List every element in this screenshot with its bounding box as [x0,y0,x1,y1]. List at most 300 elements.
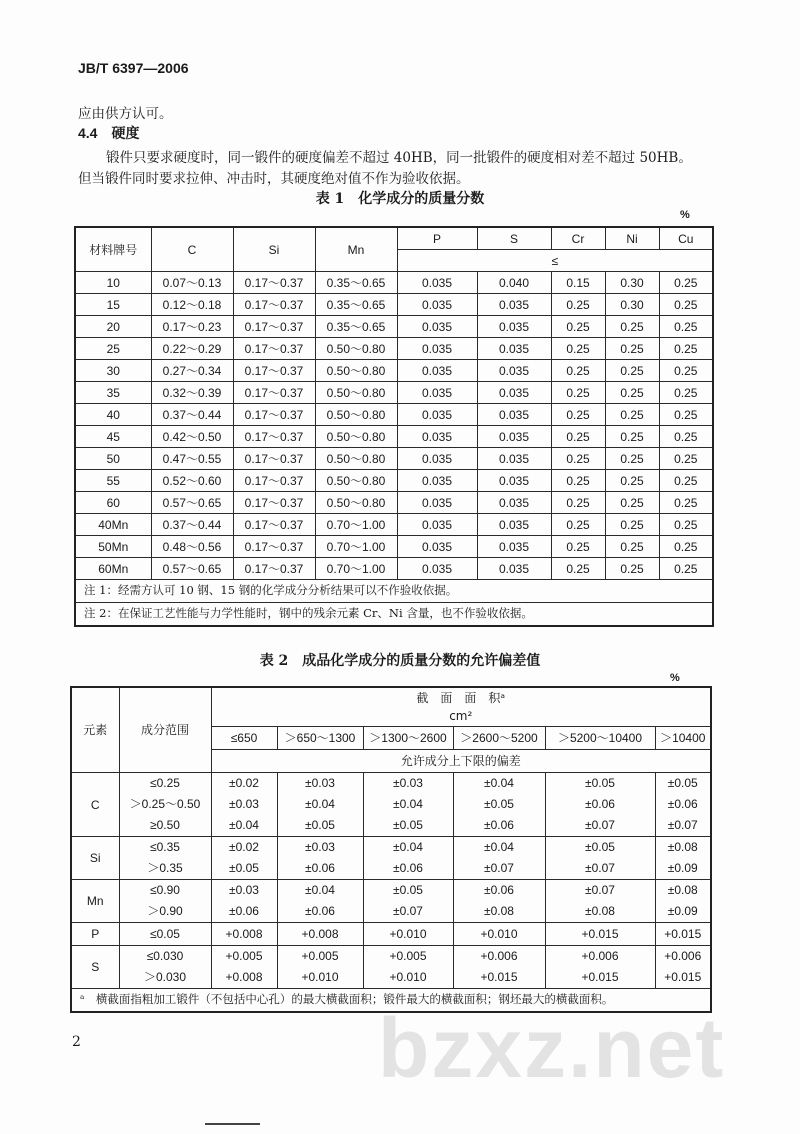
tolerance-value: ±0.05 [229,861,259,875]
tolerance-value: ±0.05 [585,776,615,790]
table-row [75,536,713,558]
table-cell: 0.25 [605,492,659,514]
table-cell: 0.52～0.60 [151,470,233,492]
range-value: ≤0.90 [150,883,180,897]
range-value: ＞0.25～0.50 [129,797,201,811]
tolerance-value: ±0.06 [484,818,514,832]
table-cell: 0.25 [551,404,605,426]
tolerance-value: +0.015 [581,970,619,984]
table-cell: 0.25 [659,448,713,470]
table-cell: 0.17～0.37 [233,536,315,558]
table-cell: 0.17～0.37 [233,558,315,580]
column-header: Si [233,227,315,272]
tolerance-value: ±0.03 [305,840,335,854]
tolerance-value: ±0.05 [484,797,514,811]
tolerance-cell [363,773,453,837]
tolerance-value: ±0.05 [393,883,423,897]
tolerance-value: +0.015 [664,926,702,941]
table-cell: 0.70～1.00 [315,514,397,536]
tolerance-value: +0.005 [225,949,263,963]
table-cell: 0.25 [551,514,605,536]
table-cell: 0.37～0.44 [151,514,233,536]
table-cell: 0.25 [551,382,605,404]
table-cell: 0.30 [605,294,659,316]
table-cell: 0.37～0.44 [151,404,233,426]
tolerance-cell [545,923,655,946]
area-range-header: ≤650 [211,727,277,750]
column-header: Ni [605,227,659,250]
section-area-header [211,687,711,727]
max-limit-label: ≤ [397,250,713,272]
table-cell: 0.25 [551,448,605,470]
range-value: ≤0.25 [150,776,180,790]
tolerance-cell [655,946,711,989]
range-value: ＞0.90 [147,904,183,918]
table-row [75,360,713,382]
table-row [71,837,711,880]
table-row [75,382,713,404]
table-cell: 0.25 [551,294,605,316]
tolerance-value: ±0.06 [305,904,335,918]
tolerance-value: +0.015 [581,926,619,941]
element-cell: Si [71,837,119,880]
column-header: Mn [315,227,397,272]
table-cell: 50 [75,448,151,470]
tolerance-cell [277,837,363,880]
tolerance-value: ±0.08 [667,840,698,854]
tolerance-cell [453,946,545,989]
table-cell: 0.17～0.37 [233,426,315,448]
chemical-composition-table [74,226,714,627]
table1-unit: % [680,209,690,221]
section-number: 4.4 [78,125,98,141]
table-row [75,448,713,470]
hardness-paragraph-line-2: 但当锻件同时要求拉伸、冲击时，其硬度绝对值不作为验收依据。 [78,171,470,187]
range-cell [119,773,211,837]
table-cell: 0.17～0.37 [233,316,315,338]
range-value: ≤0.35 [150,840,180,854]
tolerance-value: ±0.05 [667,776,698,790]
table-cell: 0.35～0.65 [315,294,397,316]
tolerance-value: ±0.07 [667,818,698,832]
table-cell: 40Mn [75,514,151,536]
tolerance-cell [453,773,545,837]
tolerance-cell [211,923,277,946]
section-title: 硬度 [111,126,140,142]
table-cell: 0.25 [551,360,605,382]
tolerance-value: ±0.04 [229,818,259,832]
column-header: S [477,227,551,250]
element-cell: Mn [71,880,119,923]
table-cell: 0.035 [477,426,551,448]
table-cell: 0.035 [477,360,551,382]
area-range-header: ＞2600～5200 [453,727,545,750]
table-cell: 0.25 [659,316,713,338]
table-cell: 0.25 [605,382,659,404]
area-range-header: ＞10400 [655,727,711,750]
tolerance-value: ±0.04 [484,776,514,790]
table-cell: 0.25 [659,338,713,360]
table-cell: 0.035 [477,536,551,558]
table-cell: 0.25 [551,426,605,448]
tolerance-cell [545,837,655,880]
table-cell: 0.50～0.80 [315,426,397,448]
table2-unit: % [670,672,680,684]
table-cell: 45 [75,426,151,448]
table-cell: 0.50～0.80 [315,492,397,514]
table-cell: 0.25 [551,558,605,580]
tolerance-value: +0.008 [225,926,263,941]
table-row [71,880,711,923]
table-cell: 55 [75,470,151,492]
table-cell: 25 [75,338,151,360]
column-header: P [397,227,477,250]
tolerance-value: ±0.07 [585,883,615,897]
range-cell [119,946,211,989]
tolerance-cell [363,837,453,880]
tolerance-cell [211,837,277,880]
tolerance-cell [211,946,277,989]
tolerance-cell [655,923,711,946]
table1-caption: 表 1 化学成分的质量分数 [315,191,485,207]
table-cell: 0.17～0.37 [233,272,315,294]
table-cell: 0.25 [605,448,659,470]
range-cell [119,923,211,946]
tolerance-cell [277,773,363,837]
tolerance-value: ±0.05 [305,818,335,832]
area-range-header: ＞1300～2600 [363,727,453,750]
table-cell: 0.25 [605,316,659,338]
table-row [75,316,713,338]
table-cell: 0.25 [659,558,713,580]
table-cell: 0.47～0.55 [151,448,233,470]
column-header: Cu [659,227,713,250]
tolerance-value: ±0.07 [484,861,514,875]
tolerance-value: ±0.08 [585,904,615,918]
table-cell: 0.035 [397,448,477,470]
table-cell: 0.30 [605,272,659,294]
table-cell: 0.25 [659,382,713,404]
tolerance-table [70,686,712,1013]
table-cell: 0.35～0.65 [315,272,397,294]
tolerance-value: ±0.08 [667,883,698,897]
tolerance-value: +0.008 [301,926,339,941]
standard-code-header: JB/T 6397—2006 [78,60,189,76]
table-cell: 0.035 [477,404,551,426]
section-area-unit: cm² [449,709,473,723]
tolerance-value: ±0.09 [667,904,698,918]
bottom-rule [205,1123,260,1125]
table-cell: 0.25 [659,536,713,558]
tolerance-value: ±0.03 [229,797,259,811]
column-header: Cr [551,227,605,250]
tolerance-value: +0.006 [664,949,702,963]
table-cell: 0.035 [397,536,477,558]
tolerance-value: ±0.06 [667,797,698,811]
range-cell [119,837,211,880]
tolerance-value: +0.010 [389,970,427,984]
table-cell: 0.50～0.80 [315,382,397,404]
table-note: 注 1：经需方认可 10 钢、15 钢的化学成分分析结果可以不作验收依据。 [75,580,713,603]
continued-paragraph: 应由供方认可。 [78,106,173,122]
table-row [75,338,713,360]
table-cell: 20 [75,316,151,338]
tolerance-value: ±0.04 [305,883,335,897]
column-header-element: 元素 [71,687,119,773]
tolerance-value: +0.015 [664,970,702,984]
tolerance-value: ±0.04 [393,797,423,811]
table-cell: 0.35～0.65 [315,316,397,338]
tolerance-value: ±0.05 [393,818,423,832]
range-cell [119,880,211,923]
table-cell: 0.50～0.80 [315,448,397,470]
table-cell: 15 [75,294,151,316]
table-cell: 0.25 [551,316,605,338]
table-row [71,946,711,989]
tolerance-cell [655,773,711,837]
table-cell: 0.035 [397,382,477,404]
tolerance-value: ±0.04 [484,840,514,854]
tolerance-value: ±0.08 [484,904,514,918]
table-cell: 0.035 [477,514,551,536]
tolerance-value: ±0.04 [393,840,423,854]
tolerance-value: ±0.06 [585,797,615,811]
tolerance-value: ±0.04 [305,797,335,811]
tolerance-cell [363,946,453,989]
range-value: ＞0.35 [147,861,183,875]
table-row [71,923,711,946]
tolerance-cell [545,946,655,989]
table-row [75,294,713,316]
table-cell: 0.32～0.39 [151,382,233,404]
tolerance-cell [655,880,711,923]
hardness-paragraph-line-1: 锻件只要求硬度时，同一锻件的硬度偏差不超过 40HB，同一批锻件的硬度相对差不超过 50HB。 [106,150,692,166]
table-row [75,514,713,536]
range-value: ≥0.50 [150,818,180,832]
table-cell: 0.25 [605,536,659,558]
section-heading [78,123,139,143]
table-cell: 0.25 [605,338,659,360]
table-cell: 0.50～0.80 [315,338,397,360]
table-cell: 0.17～0.37 [233,360,315,382]
section-area-label: 截 面 面 积ᵃ [416,691,506,705]
table-cell: 0.25 [659,470,713,492]
table-cell: 0.25 [659,514,713,536]
table-cell: 0.50～0.80 [315,404,397,426]
table-cell: 0.035 [397,404,477,426]
tolerance-value: ±0.06 [484,883,514,897]
table-cell: 0.70～1.00 [315,536,397,558]
table-cell: 0.035 [397,558,477,580]
table-note-row [75,580,713,603]
tolerance-cell [211,880,277,923]
tolerance-value: ±0.07 [585,861,615,875]
tolerance-value: +0.006 [581,949,619,963]
table-cell: 0.57～0.65 [151,558,233,580]
table-row [75,558,713,580]
table-cell: 0.25 [551,470,605,492]
table-cell: 0.25 [659,294,713,316]
table-cell: 0.035 [397,338,477,360]
table-note: 注 2：在保证工艺性能与力学性能时，钢中的残余元素 Cr、Ni 含量，也不作验收依据。 [75,603,713,627]
tolerance-value: +0.010 [301,970,339,984]
element-cell: P [71,923,119,946]
table-cell: 0.50～0.80 [315,470,397,492]
table-row [75,470,713,492]
table-row [75,404,713,426]
column-header: 材料牌号 [75,227,151,272]
table-cell: 0.035 [397,272,477,294]
table-cell: 0.17～0.37 [233,404,315,426]
table-cell: 0.035 [477,316,551,338]
tolerance-label: 允许成分上下限的偏差 [211,750,711,773]
tolerance-value: ±0.03 [305,776,335,790]
tolerance-cell [363,880,453,923]
table-cell: 0.42～0.50 [151,426,233,448]
table-cell: 35 [75,382,151,404]
tolerance-value: ±0.05 [585,840,615,854]
page-number: 2 [72,1034,81,1050]
table-cell: 0.035 [477,338,551,360]
table-cell: 0.25 [605,360,659,382]
table-cell: 0.12～0.18 [151,294,233,316]
table-cell: 0.035 [477,448,551,470]
table-row [75,426,713,448]
table-row [71,773,711,837]
table-cell: 0.035 [397,470,477,492]
tolerance-cell [363,923,453,946]
tolerance-value: +0.010 [389,926,427,941]
table-cell: 0.17～0.37 [233,338,315,360]
tolerance-value: +0.006 [480,949,518,963]
table-cell: 40 [75,404,151,426]
tolerance-cell [211,773,277,837]
table-cell: 0.22～0.29 [151,338,233,360]
table-cell: 30 [75,360,151,382]
table-cell: 0.25 [605,426,659,448]
table-cell: 0.17～0.37 [233,294,315,316]
table-row [75,272,713,294]
table-cell: 0.25 [659,360,713,382]
table-cell: 0.17～0.37 [233,470,315,492]
table-cell: 0.25 [551,492,605,514]
range-value: ≤0.030 [146,949,184,963]
tolerance-value: +0.010 [480,926,518,941]
area-range-header: ＞650～1300 [277,727,363,750]
table-cell: 0.25 [605,558,659,580]
table-cell: 0.17～0.37 [233,382,315,404]
table-cell: 10 [75,272,151,294]
tolerance-value: ±0.06 [229,904,259,918]
table-cell: 0.25 [605,404,659,426]
table-cell: 0.035 [397,492,477,514]
table-header-row [75,227,713,250]
tolerance-cell [277,923,363,946]
table-cell: 0.17～0.23 [151,316,233,338]
table-row [75,492,713,514]
tolerance-value: ±0.06 [393,861,423,875]
table-cell: 0.035 [397,294,477,316]
tolerance-cell [453,923,545,946]
table-cell: 0.25 [659,404,713,426]
tolerance-value: +0.008 [225,970,263,984]
table-cell: 0.035 [477,294,551,316]
table-cell: 0.25 [551,536,605,558]
table-cell: 0.25 [551,338,605,360]
watermark: bzxz.net [378,1001,726,1095]
tolerance-value: ±0.03 [229,883,259,897]
column-header: C [151,227,233,272]
tolerance-cell [277,880,363,923]
table-cell: 0.07～0.13 [151,272,233,294]
table-cell: 0.035 [477,492,551,514]
tolerance-cell [655,837,711,880]
table-cell: 0.25 [659,426,713,448]
table-cell: 0.035 [477,558,551,580]
table-cell: 0.25 [659,492,713,514]
table-cell: 60 [75,492,151,514]
tolerance-value: +0.015 [480,970,518,984]
table-cell: 0.035 [477,470,551,492]
table-cell: 0.035 [477,382,551,404]
tolerance-value: ±0.07 [585,818,615,832]
table-cell: 0.035 [397,426,477,448]
tolerance-cell [453,837,545,880]
tolerance-value: ±0.09 [667,861,698,875]
table2-caption: 表 2 成品化学成分的质量分数的允许偏差值 [259,653,541,669]
table-cell: 0.035 [397,360,477,382]
tolerance-cell [545,773,655,837]
table-cell: 0.48～0.56 [151,536,233,558]
tolerance-value: ±0.07 [393,904,423,918]
tolerance-cell [453,880,545,923]
tolerance-cell [277,946,363,989]
tolerance-value: +0.005 [301,949,339,963]
tolerance-cell [545,880,655,923]
table-cell: 0.50～0.80 [315,360,397,382]
table-cell: 0.25 [659,272,713,294]
tolerance-value: +0.005 [389,949,427,963]
table-cell: 0.040 [477,272,551,294]
table-cell: 0.035 [397,316,477,338]
table-footnote: ᵃ 横截面指粗加工锻件（不包括中心孔）的最大横截面积；锻件最大的横截面积；钢坯最大的横截面积。 [71,989,711,1013]
table-cell: 0.17～0.37 [233,514,315,536]
table-cell: 60Mn [75,558,151,580]
table-cell: 0.25 [605,470,659,492]
column-header-range: 成分范围 [119,687,211,773]
tolerance-value: ±0.02 [229,776,259,790]
table-cell: 50Mn [75,536,151,558]
element-cell: C [71,773,119,837]
table-cell: 0.035 [397,514,477,536]
table-cell: 0.17～0.37 [233,448,315,470]
tolerance-value: ±0.02 [229,840,259,854]
table-note-row [75,603,713,627]
table-cell: 0.15 [551,272,605,294]
area-range-header: ＞5200～10400 [545,727,655,750]
tolerance-value: ±0.03 [393,776,423,790]
range-value: ＞0.030 [143,970,187,984]
table-cell: 0.17～0.37 [233,492,315,514]
element-cell: S [71,946,119,989]
tolerance-value: ±0.06 [305,861,335,875]
table-header-row [71,687,711,727]
table-cell: 0.57～0.65 [151,492,233,514]
table-cell: 0.25 [605,514,659,536]
range-value: ≤0.05 [150,926,180,941]
table-cell: 0.27～0.34 [151,360,233,382]
table-cell: 0.70～1.00 [315,558,397,580]
